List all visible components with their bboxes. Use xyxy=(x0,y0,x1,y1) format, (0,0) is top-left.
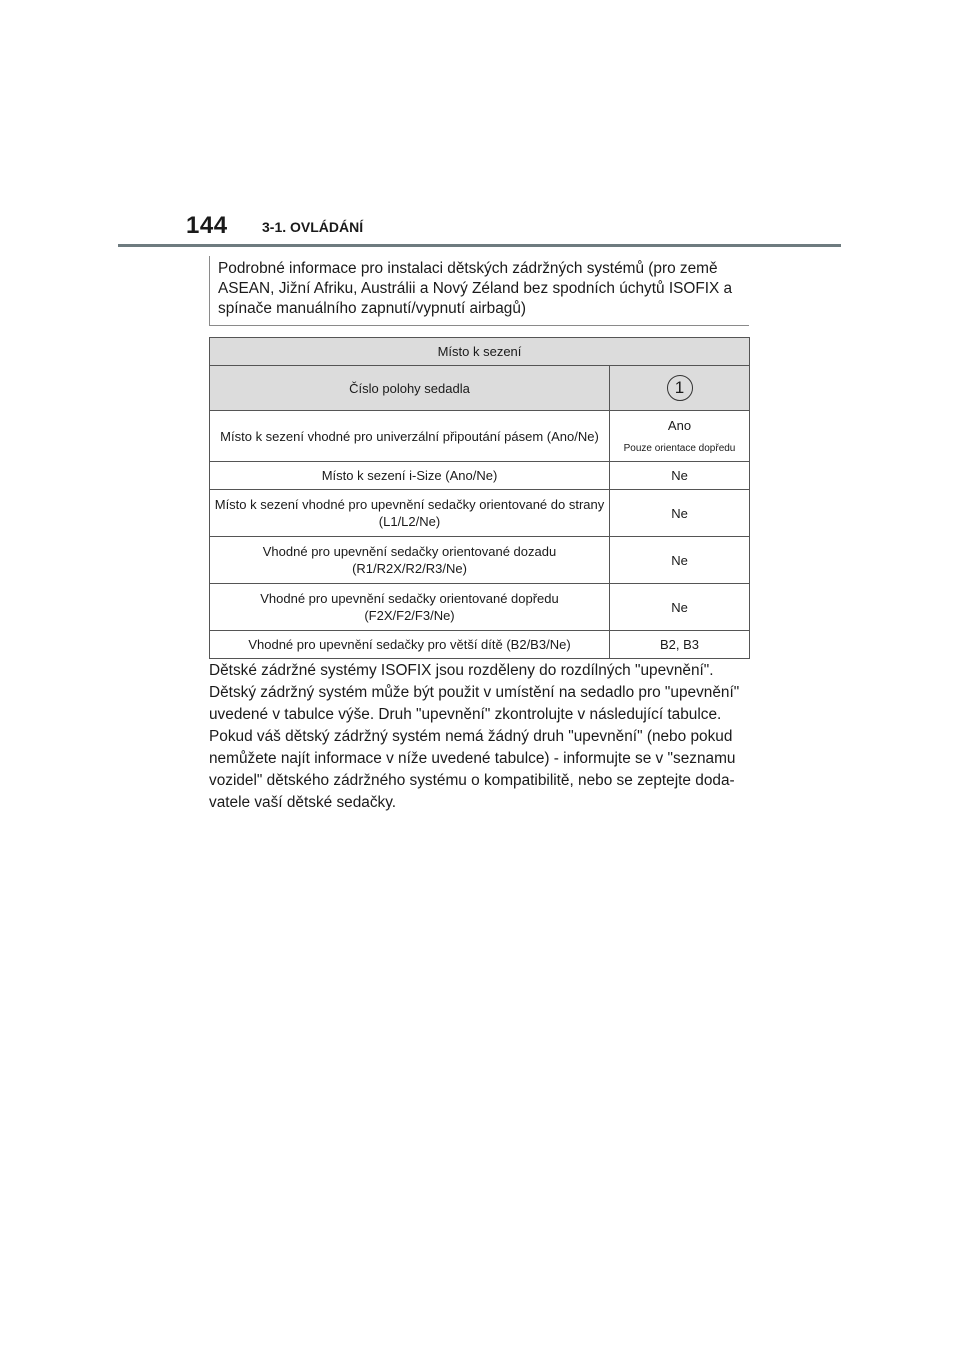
table-row xyxy=(210,584,750,631)
row-value: Ne xyxy=(610,584,750,631)
row-label: Vhodné pro upevnění sedačky pro větší dítě (B2/B3/Ne) xyxy=(210,631,610,659)
row-label: Místo k sezení vhodné pro upevnění sedačky orientované do strany (L1/L2/Ne) xyxy=(210,490,610,537)
position-row xyxy=(210,366,750,411)
position-cell xyxy=(610,366,750,411)
row-value: Ne xyxy=(610,490,750,537)
row-value: Ne xyxy=(610,537,750,584)
table-row xyxy=(210,537,750,584)
page-number: 144 xyxy=(186,212,228,239)
position-label: Číslo polohy sedadla xyxy=(210,366,610,411)
intro-text: Podrobné informace pro instalaci dětských zádržných systémů (pro země ASEAN, Jižní Afriku, Austrálii a Nový Zéland bez spodních úchytů ISOFIX a spínače manuálního zapnutí/vypnutí airbagů) xyxy=(218,260,733,317)
table-row xyxy=(210,462,750,490)
table-row xyxy=(210,490,750,537)
row-label: Místo k sezení vhodné pro univerzální připoutání pásem (Ano/Ne) xyxy=(210,411,610,462)
table-header-title: Místo k sezení xyxy=(210,338,750,366)
row-value-note: Pouze orientace dopředu xyxy=(623,442,736,454)
row-label: Vhodné pro upevnění sedačky orientované dozadu (R1/R2X/R2/R3/Ne) xyxy=(210,537,610,584)
row-label: Místo k sezení i-Size (Ano/Ne) xyxy=(210,462,610,490)
row-value-main: Ano xyxy=(667,417,692,433)
position-number-badge: 1 xyxy=(667,375,693,401)
intro-box xyxy=(209,256,749,326)
table-header-row xyxy=(210,338,750,366)
header-rule xyxy=(118,244,841,247)
row-value: Ne xyxy=(610,462,750,490)
body-paragraph: Dětské zádržné systémy ISOFIX jsou rozděleny do rozdílných "upevnění". Dětský zádržný systém může být použit v umístění na sedadlo pro "upevnění" uvedené v tabulce výše. Druh "upevnění" zkontrolujte v následující tabulce. Pokud váš dětský zádržný systém nemá žádný druh "upevnění" (nebo pokud nemůžete najít informace v níže uvedené tabulce) - informujte se v "seznamu vozidel" dětského zádržného systému o kompatibilitě, nebo se zeptejte doda-vatele vaší dětské sedačky. xyxy=(209,662,740,811)
row-value xyxy=(610,411,750,462)
section-title: 3-1. OVLÁDÁNÍ xyxy=(262,219,364,235)
compatibility-table xyxy=(209,337,750,659)
table-row xyxy=(210,411,750,462)
row-value: B2, B3 xyxy=(610,631,750,659)
table-row xyxy=(210,631,750,659)
row-label: Vhodné pro upevnění sedačky orientované dopředu (F2X/F2/F3/Ne) xyxy=(210,584,610,631)
